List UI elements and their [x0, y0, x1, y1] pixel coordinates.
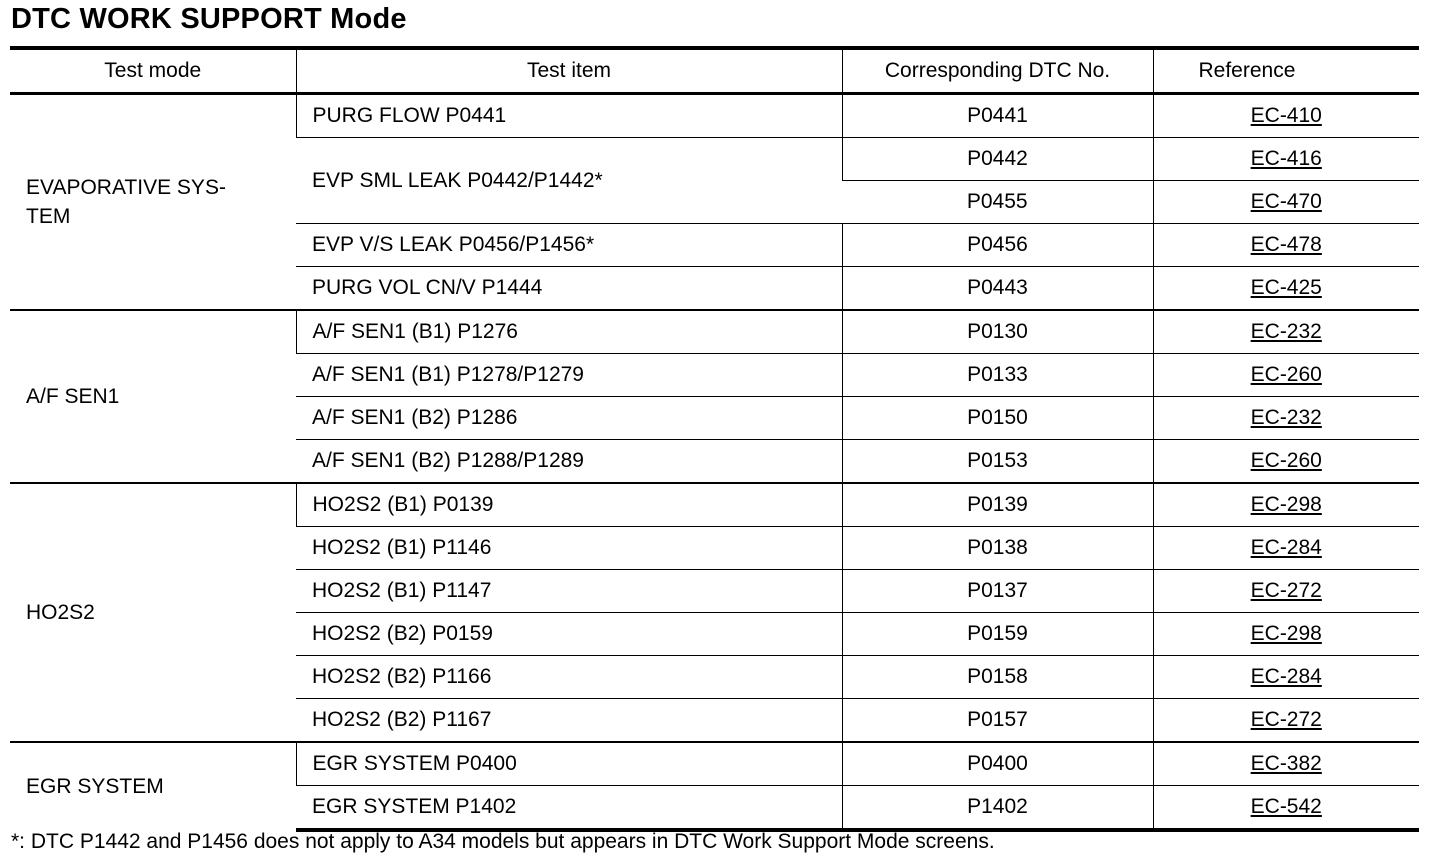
reference-cell [1153, 94, 1419, 138]
header-row [10, 48, 1419, 94]
reference-link[interactable]: EC-284 [1250, 665, 1322, 688]
reference-link[interactable]: EC-382 [1250, 752, 1322, 775]
dtc-number-cell: P0133 [842, 354, 1153, 397]
table-row [10, 94, 1419, 138]
dtc-number-cell: P0138 [842, 527, 1153, 570]
dtc-number-cell: P0130 [842, 310, 1153, 354]
test-item-cell: HO2S2 (B1) P1146 [296, 527, 842, 570]
dtc-number-cell: P0400 [842, 742, 1153, 786]
reference-cell [1153, 224, 1419, 267]
reference-cell [1153, 397, 1419, 440]
reference-cell [1153, 527, 1419, 570]
reference-cell [1153, 354, 1419, 397]
test-item-cell: EGR SYSTEM P1402 [296, 786, 842, 831]
header-test-item: Test item [296, 48, 842, 94]
test-mode-cell [10, 742, 296, 830]
test-mode-cell [10, 483, 296, 742]
dtc-number-cell: P0441 [842, 94, 1153, 138]
test-item-cell: HO2S2 (B2) P1167 [296, 699, 842, 743]
test-item-cell: EVP SML LEAK P0442/P1442* [296, 138, 842, 224]
test-item-cell: EVP V/S LEAK P0456/P1456* [296, 224, 842, 267]
dtc-work-support-table [10, 46, 1419, 832]
dtc-number-cell: P0159 [842, 613, 1153, 656]
test-mode-label: HO2S2 [26, 601, 95, 624]
test-item-cell: HO2S2 (B2) P0159 [296, 613, 842, 656]
page-title: DTC WORK SUPPORT Mode [11, 3, 407, 35]
reference-cell [1153, 742, 1419, 786]
dtc-number-cell: P0150 [842, 397, 1153, 440]
reference-cell [1153, 786, 1419, 831]
reference-cell [1153, 310, 1419, 354]
reference-cell [1153, 483, 1419, 527]
test-mode-label: A/F SEN1 [26, 385, 120, 408]
reference-cell [1153, 267, 1419, 311]
test-mode-label: EVAPORATIVE SYS- [26, 176, 226, 199]
reference-link[interactable]: EC-298 [1250, 622, 1322, 645]
reference-link[interactable]: EC-425 [1250, 276, 1322, 299]
dtc-number-cell: P0456 [842, 224, 1153, 267]
reference-link[interactable]: EC-298 [1250, 493, 1322, 516]
reference-link[interactable]: EC-470 [1250, 190, 1322, 213]
test-item-cell: A/F SEN1 (B1) P1278/P1279 [296, 354, 842, 397]
reference-cell [1153, 181, 1419, 224]
reference-link[interactable]: EC-542 [1250, 795, 1322, 818]
dtc-number-cell: P0443 [842, 267, 1153, 311]
reference-cell [1153, 656, 1419, 699]
reference-link[interactable]: EC-410 [1250, 104, 1322, 127]
table-row [10, 310, 1419, 354]
reference-cell [1153, 138, 1419, 181]
dtc-number-cell: P0153 [842, 440, 1153, 484]
test-item-cell: PURG FLOW P0441 [296, 94, 842, 138]
dtc-number-cell: P0455 [842, 181, 1153, 224]
test-item-cell: EGR SYSTEM P0400 [296, 742, 842, 786]
reference-link[interactable]: EC-478 [1250, 233, 1322, 256]
reference-link[interactable]: EC-272 [1250, 579, 1322, 602]
test-item-cell: HO2S2 (B1) P1147 [296, 570, 842, 613]
reference-link[interactable]: EC-232 [1250, 320, 1322, 343]
reference-cell [1153, 613, 1419, 656]
test-mode-label: EGR SYSTEM [26, 775, 164, 798]
reference-cell [1153, 440, 1419, 484]
test-mode-cell [10, 310, 296, 483]
dtc-number-cell: P0137 [842, 570, 1153, 613]
test-mode-cell [10, 94, 296, 311]
test-item-cell: HO2S2 (B1) P0139 [296, 483, 842, 527]
reference-link[interactable]: EC-232 [1250, 406, 1322, 429]
reference-link[interactable]: EC-260 [1250, 363, 1322, 386]
reference-link[interactable]: EC-284 [1250, 536, 1322, 559]
header-reference: Reference [1153, 48, 1419, 94]
dtc-number-cell: P0139 [842, 483, 1153, 527]
test-item-cell: A/F SEN1 (B1) P1276 [296, 310, 842, 354]
reference-link[interactable]: EC-260 [1250, 449, 1322, 472]
test-item-cell: A/F SEN1 (B2) P1288/P1289 [296, 440, 842, 484]
reference-cell [1153, 570, 1419, 613]
test-mode-label: TEM [26, 205, 71, 228]
table-row [10, 742, 1419, 786]
dtc-number-cell: P0442 [842, 138, 1153, 181]
reference-link[interactable]: EC-416 [1250, 147, 1322, 170]
dtc-number-cell: P0157 [842, 699, 1153, 743]
header-test-mode: Test mode [10, 48, 296, 94]
footnote: *: DTC P1442 and P1456 does not apply to A34 models but appears in DTC Work Support Mode screens. [11, 830, 995, 853]
dtc-number-cell: P0158 [842, 656, 1153, 699]
reference-link[interactable]: EC-272 [1250, 708, 1322, 731]
header-dtc-no: Corresponding DTC No. [842, 48, 1153, 94]
dtc-number-cell: P1402 [842, 786, 1153, 831]
table-row [10, 483, 1419, 527]
reference-cell [1153, 699, 1419, 743]
test-item-cell: HO2S2 (B2) P1166 [296, 656, 842, 699]
test-item-cell: PURG VOL CN/V P1444 [296, 267, 842, 311]
test-item-cell: A/F SEN1 (B2) P1286 [296, 397, 842, 440]
